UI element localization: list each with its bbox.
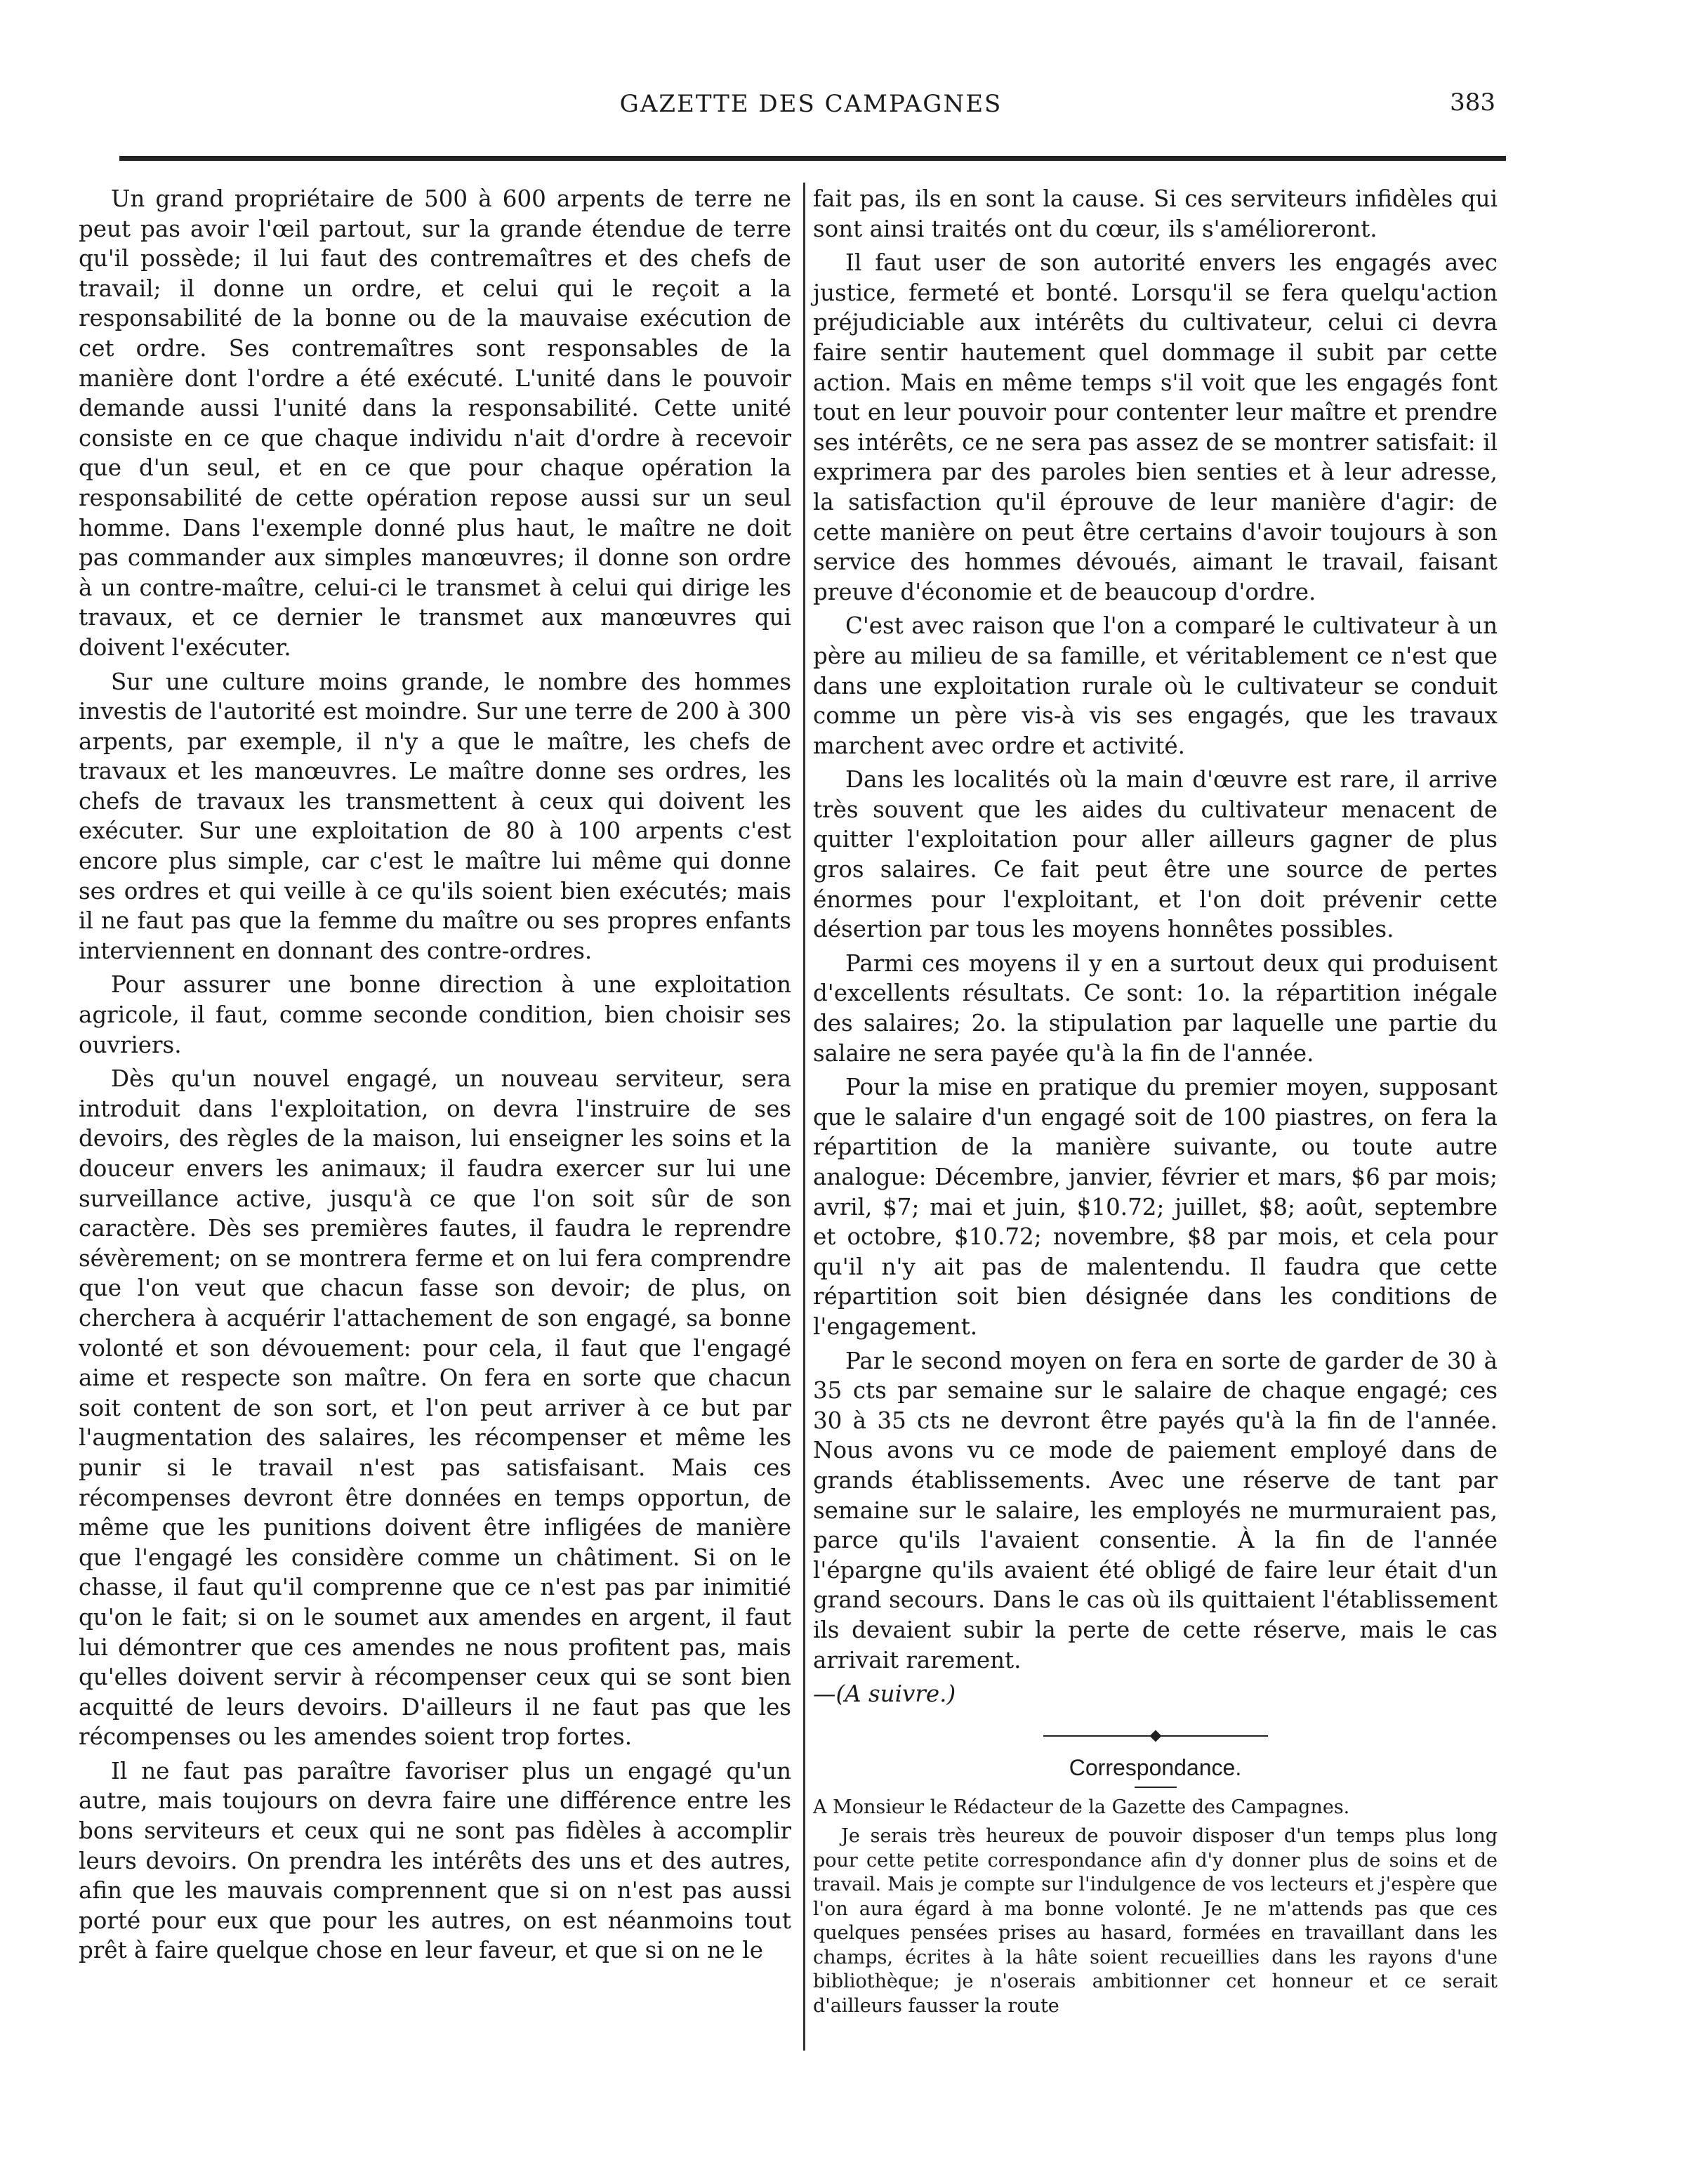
- paragraph: fait pas, ils en sont la cause. Si ces serviteurs infidèles qui sont ainsi traités ont du cœur, ils s'amélioreront.: [813, 185, 1498, 242]
- paragraph: Un grand propriétaire de 500 à 600 arpents de terre ne peut pas avoir l'œil partout, sur la grande étendue de terre qu'il possède; il lui faut des contremaîtres et des chefs de travail; il donne un ordre, et celui qui le reçoit a la responsabilité de la bonne ou de la mauvaise exécution de cet ordre. Ses contremaîtres sont responsables de la manière dont l'ordre a été exécuté. L'unité dans le pouvoir demande aussi l'unité dans la responsabilité. Cette unité consiste en ce que chaque individu n'ait d'ordre à recevoir que d'un seul, et en ce que pour chaque opération la responsabilité de cette opération repose aussi sur un seul homme. Dans l'exemple donné plus haut, le maître ne doit pas commander aux simples manœuvres; il donne son ordre à un contre-maître, celui-ci le transmet à celui qui dirige les travaux, et ce dernier le transmet aux manœuvres qui doivent l'exécuter.: [79, 185, 791, 661]
- paragraph: Pour la mise en pratique du premier moyen, supposant que le salaire d'un engagé soit de 100 piastres, on fera la répartition de la manière suivante, ou toute autre analogue: Décembre, janvier, février et mars, $6 par mois; avril, $7; mai et juin, $10.72; juillet, $8; août, septembre et octobre, $10.72; novembre, $8 par mois, et cela pour qu'il n'y ait pas de malentendu. Il faudra que cette répartition soit bien désignée dans les conditions de l'engagement.: [813, 1074, 1498, 1340]
- header-rule: [119, 156, 1506, 161]
- column-divider: [803, 183, 805, 2051]
- to-be-continued: —(A suivre.): [813, 1680, 956, 1708]
- separator-ornament: [1149, 1730, 1161, 1742]
- paragraph: Pour assurer une bonne direction à une exploitation agricole, il faut, comme seconde condition, bien choisir ses ouvriers.: [79, 971, 791, 1058]
- paragraph: C'est avec raison que l'on a comparé le cultivateur à un père au milieu de sa famille, et véritablement ce n'est que dans une exploitation rurale où le cultivateur se conduit comme un père vis-à vis ses engagés, que les travaux marchent avec ordre et activité.: [813, 612, 1498, 759]
- paragraph: Parmi ces moyens il y en a surtout deux qui produisent d'excellents résultats. Ce sont: 1o. la répartition inégale des salaires; 2o. la stipulation par laquelle une partie du salaire ne sera payée qu'à la fin de l'année.: [813, 949, 1498, 1067]
- page-header: [112, 83, 1509, 125]
- paragraph: Par le second moyen on fera en sorte de garder de 30 à 35 cts par semaine sur le salaire de chaque engagé; ces 30 à 35 cts ne devront être payés qu'à la fin de l'année. Nous avons vu ce mode de paiement employé dans de grands établissements. Avec une réserve de tant par semaine sur le salaire, les employés ne murmuraient pas, parce qu'ils l'avaient consentie. À la fin de l'année l'épargne qu'ils avaient été obligé de faire leur était d'un grand secours. Dans le cas où ils quittaient l'établissement ils devaient subir la perte de cette réserve, mais le cas arrivait rarement.: [813, 1347, 1498, 1673]
- letter-address: A Monsieur le Rédacteur de la Gazette des Campagnes.: [813, 1796, 1350, 1819]
- section-separator: [1043, 1729, 1268, 1743]
- right-column: [813, 184, 1498, 2018]
- paragraph: Je serais très heureux de pouvoir disposer d'un temps plus long pour cette petite correspondance afin d'y donner plus de soins et de travail. Mais je compte sur l'indulgence de vos lecteurs et j'espère que l'on aura égard à ma bonne volonté. Je ne m'attends pas que ces quelques pensées prises au hasard, formées en travaillant dans les champs, écrites à la hâte soient recueillies dans les rayons d'une bibliothèque; je n'oserais ambitionner cet honneur et ce serait d'ailleurs fausser la route: [813, 1825, 1498, 2017]
- section-heading: Correspondance.: [1069, 1754, 1242, 1780]
- paragraph: Dans les localités où la main d'œuvre est rare, il arrive très souvent que les aides du cultivateur menacent de quitter l'exploitation pour aller ailleurs gagner de plus gros salaires. Ce fait peut être une source de pertes énormes pour l'exploitant, et l'on doit prévenir cette désertion par tous les moyens honnêtes possibles.: [813, 766, 1498, 943]
- publication-title: GAZETTE DES CAMPAGNES: [619, 90, 1003, 118]
- paragraph: Sur une culture moins grande, le nombre des hommes investis de l'autorité est moindre. Sur une terre de 200 à 300 arpents, par exemple, il n'y a que le maître, les chefs de travaux et les manœuvres. Le maître donne ses ordres, les chefs de travaux les transmettent à ceux qui doivent les exécuter. Sur une exploitation de 80 à 100 arpents c'est encore plus simple, car c'est le maître lui même qui donne ses ordres et qui veille à ce qu'ils soient bien exécutés; mais il ne faut pas que la femme du maître ou ses propres enfants interviennent en donnant des contre-ordres.: [79, 668, 791, 964]
- heading-rule: [1135, 1787, 1177, 1788]
- left-column: [79, 184, 791, 1970]
- letter-body: [813, 1824, 1498, 2018]
- paragraph: Il faut user de son autorité envers les engagés avec justice, fermeté et bonté. Lorsqu'il se fera quelqu'action préjudiciable aux intérêts du cultivateur, celui ci devra faire sentir hautement quel dommage il subit par cette action. Mais en même temps s'il voit que les engagés font tout en leur pouvoir pour contenter leur maître et prendre ses intérêts, ce ne sera pas assez de se montrer satisfait: il exprimera par des paroles bien senties et à leur adresse, la satisfaction qu'il éprouve de leur manière d'agir: de cette manière on peut être certains d'avoir toujours à son service des hommes dévoués, aimant le travail, faisant preuve d'économie et de beaucoup d'ordre.: [813, 249, 1498, 605]
- paragraph: Il ne faut pas paraître favoriser plus un engagé qu'un autre, mais toujours on devra faire une différence entre les bons serviteurs et ceux qui ne sont pas fidèles à accomplir leurs devoirs. On prendra les intérêts des uns et des autres, afin que les mauvais comprennent que si on n'est pas aussi porté pour eux que pour les autres, on est néanmoins tout prêt à faire quelque chose en leur faveur, et que si on ne le: [79, 1757, 791, 1964]
- page-number: 383: [1450, 88, 1495, 117]
- paragraph: Dès qu'un nouvel engagé, un nouveau serviteur, sera introduit dans l'exploitation, on devra l'instruire de ses devoirs, des règles de la maison, lui enseigner les soins et la douceur envers les animaux; il faudra exercer sur lui une surveillance active, jusqu'à ce que l'on soit sûr de son caractère. Dès ses premières fautes, il faudra le reprendre sévèrement; on se montrera ferme et on lui fera comprendre que l'on veut que chacun fasse son devoir; de plus, on cherchera à acquérir l'attachement de son engagé, sa bonne volonté et son dévouement: pour cela, il faut que l'engagé aime et respecte son maître. On fera en sorte que chacun soit content de son sort, et l'on peut arriver à ce but par l'augmentation des salaires, les récompenser et même les punir si le travail n'est pas satisfaisant. Mais ces récompenses devront être données en temps opportun, de même que les punitions doivent être infligées de manière que l'engagé les considère comme un châtiment. Si on le chasse, il faut qu'il comprenne que ce n'est pas par inimitié qu'on le fait; si on le soumet aux amendes en argent, il faut lui démontrer que ces amendes ne nous profitent pas, mais qu'elles doivent servir à récompenser ceux qui se sont bien acquitté de leurs devoirs. D'ailleurs il ne faut pas que les récompenses ou les amendes soient trop fortes.: [79, 1065, 791, 1751]
